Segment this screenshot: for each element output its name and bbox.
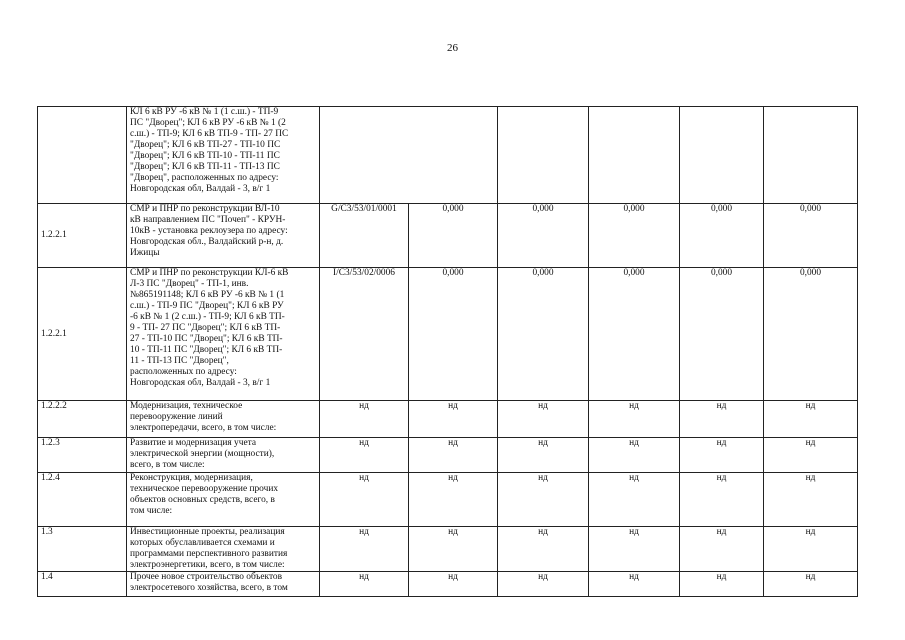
table-row: [38, 527, 858, 572]
value-cell: нд: [680, 438, 764, 473]
table-row: [38, 107, 858, 204]
value-cell: нд: [589, 401, 680, 438]
row-number: [38, 107, 127, 204]
value-cell: [764, 107, 858, 204]
value-cell: нд: [589, 438, 680, 473]
value-cell: нд: [498, 572, 589, 597]
value-cell: 0,000: [764, 268, 858, 401]
table-row: [38, 572, 858, 597]
value-cell: [589, 107, 680, 204]
table-row: [38, 268, 858, 401]
value-cell: нд: [680, 527, 764, 572]
row-number: 1.2.2.1: [38, 204, 127, 268]
row-description: Прочее новое строительство объектов электросетевого хозяйства, всего, в том: [127, 572, 320, 597]
row-description: Инвестиционные проекты, реализация которых обуславливается схемами и программами перспективного развития электроэнергетики, всего, в том числе:: [127, 527, 320, 572]
value-cell: нд: [320, 438, 409, 473]
row-description: КЛ 6 кВ РУ -6 кВ № 1 (1 с.ш.) - ТП-9 ПС "Дворец"; КЛ 6 кВ РУ -6 кВ № 1 (2 с.ш.) - ТП-9; КЛ 6 кВ ТП-9 - ТП- 27 ПС "Дворец"; КЛ 6 кВ ТП-27 - ТП-10 ПС "Дворец"; КЛ 6 кВ ТП-10 - ТП-11 ПС "Дворец"; КЛ 6 кВ ТП-11 - ТП-13 ПС "Дворец", расположенных по адресу: Новгородская обл, Валдай - 3, в/г 1: [127, 107, 320, 204]
row-number: 1.2.2.2: [38, 401, 127, 438]
row-number: 1.4: [38, 572, 127, 597]
row-description: СМР и ПНР по реконструкции КЛ-6 кВ Л-3 ПС "Дворец" - ТП-1, инв. №865191148; КЛ 6 кВ РУ -6 кВ № 1 (1 с.ш.) - ТП-9 ПС "Дворец"; КЛ 6 кВ РУ -6 кВ № 1 (2 с.ш.) - ТП-9; КЛ 6 кВ ТП- 9 - ТП- 27 ПС "Дворец"; КЛ 6 кВ ТП- 27 - ТП-10 ПС "Дворец"; КЛ 6 кВ ТП- 10 - ТП-11 ПС "Дворец"; КЛ 6 кВ ТП- 11 - ТП-13 ПС "Дворец", расположенных по адресу: Новгородская обл, Валдай - 3, в/г 1: [127, 268, 320, 401]
value-cell: нд: [320, 473, 409, 527]
value-cell: нд: [764, 572, 858, 597]
row-number: 1.2.4: [38, 473, 127, 527]
value-cell: нд: [320, 527, 409, 572]
page-number: 26: [447, 42, 458, 54]
value-cell: 0,000: [589, 204, 680, 268]
value-cell: нд: [680, 401, 764, 438]
value-cell: нд: [498, 401, 589, 438]
value-cell: 0,000: [409, 204, 498, 268]
value-cell: [680, 107, 764, 204]
value-cell: нд: [589, 572, 680, 597]
table-row: [38, 473, 858, 527]
value-cell: нд: [589, 473, 680, 527]
value-cell: 0,000: [409, 268, 498, 401]
value-cell: нд: [764, 527, 858, 572]
row-description: Реконструкция, модернизация, техническое перевооружение прочих объектов основных средств, всего, в том числе:: [127, 473, 320, 527]
table-row: [38, 438, 858, 473]
value-cell: нд: [409, 438, 498, 473]
row-number: 1.2.3: [38, 438, 127, 473]
value-cell: [498, 107, 589, 204]
table-row: [38, 401, 858, 438]
value-cell: нд: [764, 438, 858, 473]
value-cell: 0,000: [680, 268, 764, 401]
value-cell: нд: [409, 527, 498, 572]
value-cell: нд: [409, 473, 498, 527]
value-cell: нд: [409, 572, 498, 597]
value-cell: нд: [680, 473, 764, 527]
value-cell: нд: [498, 473, 589, 527]
value-cell: нд: [320, 401, 409, 438]
row-code: [320, 107, 498, 204]
row-code: G/C3/53/01/0001: [320, 204, 409, 268]
row-description: Развитие и модернизация учета электрической энергии (мощности), всего, в том числе:: [127, 438, 320, 473]
value-cell: нд: [498, 438, 589, 473]
value-cell: нд: [409, 401, 498, 438]
row-number: 1.3: [38, 527, 127, 572]
value-cell: нд: [764, 473, 858, 527]
value-cell: 0,000: [498, 204, 589, 268]
value-cell: 0,000: [764, 204, 858, 268]
value-cell: нд: [498, 527, 589, 572]
value-cell: нд: [320, 572, 409, 597]
row-number: 1.2.2.1: [38, 268, 127, 401]
row-code: I/C3/53/02/0006: [320, 268, 409, 401]
value-cell: нд: [589, 527, 680, 572]
value-cell: 0,000: [680, 204, 764, 268]
row-description: СМР и ПНР по реконструкции ВЛ-10 кВ направлением ПС "Почеп" - КРУН- 10кВ - установка реклоузера по адресу: Новгородская обл., Валдайский р-н, д. Ижицы: [127, 204, 320, 268]
value-cell: 0,000: [589, 268, 680, 401]
value-cell: 0,000: [498, 268, 589, 401]
row-description: Модернизация, техническое перевооружение линий электропередачи, всего, в том числе:: [127, 401, 320, 438]
table-row: [38, 204, 858, 268]
value-cell: нд: [764, 401, 858, 438]
value-cell: нд: [680, 572, 764, 597]
investment-table: [37, 106, 858, 597]
